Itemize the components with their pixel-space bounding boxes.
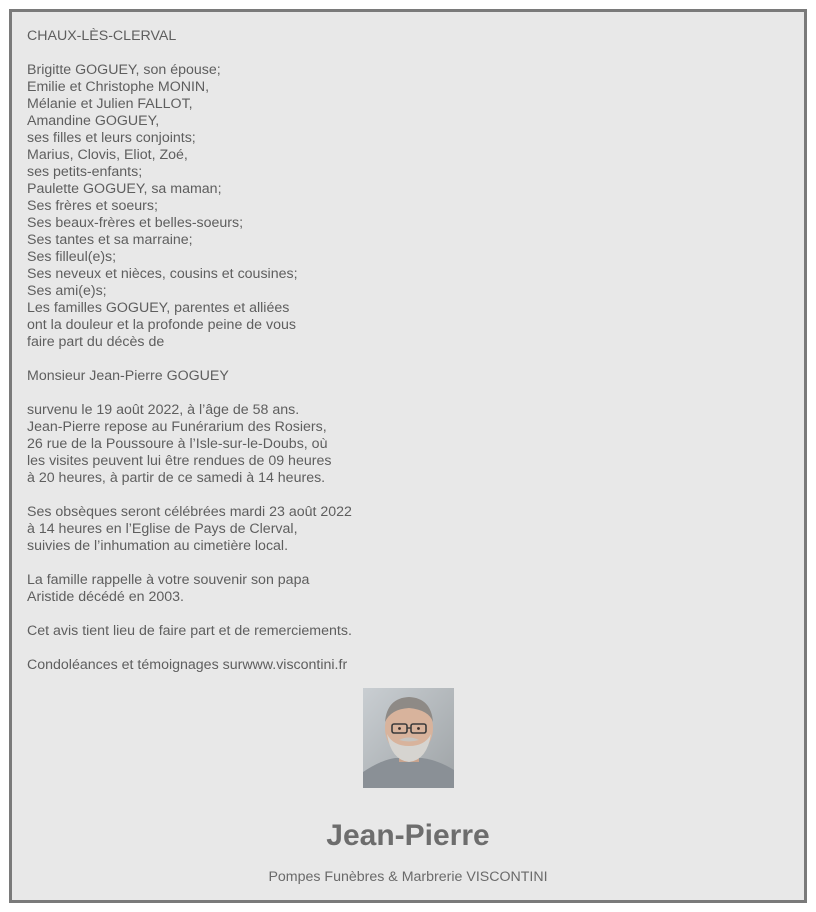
family-line: Paulette GOGUEY, sa maman; bbox=[27, 181, 222, 197]
deceased-block bbox=[27, 368, 727, 385]
family-list bbox=[27, 62, 727, 351]
funeral-line: à 14 heures en l’Eglise de Pays de Clerval, bbox=[27, 521, 298, 537]
portrait-photo bbox=[363, 688, 454, 788]
family-line: faire part du décès de bbox=[27, 334, 165, 350]
family-line: Emilie et Christophe MONIN, bbox=[27, 79, 210, 95]
remembrance-line: Aristide décédé en 2003. bbox=[27, 589, 184, 605]
family-line: Mélanie et Julien FALLOT, bbox=[27, 96, 193, 112]
family-line: Brigitte GOGUEY, son épouse; bbox=[27, 62, 221, 78]
details-line: 26 rue de la Poussoure à l’Isle-sur-le-Doubs, où bbox=[27, 436, 328, 452]
remembrance-line: La famille rappelle à votre souvenir son papa bbox=[27, 572, 310, 588]
funeral-line: Ses obsèques seront célébrées mardi 23 août 2022 bbox=[27, 504, 352, 520]
obituary-frame bbox=[9, 9, 807, 903]
family-line: Ses ami(e)s; bbox=[27, 283, 107, 299]
location: CHAUX-LÈS-CLERVAL bbox=[27, 28, 177, 44]
family-line: Ses frères et soeurs; bbox=[27, 198, 158, 214]
family-line: Amandine GOGUEY, bbox=[27, 113, 160, 129]
condolences-text: Condoléances et témoignages surwww.viscontini.fr bbox=[27, 657, 348, 673]
obituary-notice bbox=[27, 28, 727, 691]
details-line: à 20 heures, à partir de ce samedi à 14 heures. bbox=[27, 470, 326, 486]
family-line: ses filles et leurs conjoints; bbox=[27, 130, 196, 146]
thanks-block bbox=[27, 623, 727, 640]
death-details bbox=[27, 402, 727, 487]
family-line: Les familles GOGUEY, parentes et alliées bbox=[27, 300, 290, 316]
family-line: Ses beaux-frères et belles-soeurs; bbox=[27, 215, 244, 231]
remembrance bbox=[27, 572, 727, 606]
funeral-home-footer: Pompes Funèbres & Marbrerie VISCONTINI bbox=[268, 869, 548, 885]
funeral-details bbox=[27, 504, 727, 555]
deceased-first-name-title: Jean-Pierre bbox=[326, 819, 490, 852]
thanks-text: Cet avis tient lieu de faire part et de remerciements. bbox=[27, 623, 352, 639]
family-line: ses petits-enfants; bbox=[27, 164, 143, 180]
family-line: Marius, Clovis, Eliot, Zoé, bbox=[27, 147, 188, 163]
details-line: survenu le 19 août 2022, à l’âge de 58 ans. bbox=[27, 402, 300, 418]
deceased-name: Monsieur Jean-Pierre GOGUEY bbox=[27, 368, 229, 384]
condolences-block bbox=[27, 657, 727, 674]
details-line: Jean-Pierre repose au Funérarium des Rosiers, bbox=[27, 419, 327, 435]
family-line: Ses filleul(e)s; bbox=[27, 249, 117, 265]
funeral-line: suivies de l’inhumation au cimetière local. bbox=[27, 538, 289, 554]
family-line: Ses tantes et sa marraine; bbox=[27, 232, 193, 248]
details-line: les visites peuvent lui être rendues de 09 heures bbox=[27, 453, 332, 469]
family-line: Ses neveux et nièces, cousins et cousines; bbox=[27, 266, 298, 282]
family-line: ont la douleur et la profonde peine de vous bbox=[27, 317, 296, 333]
location-block bbox=[27, 28, 727, 45]
